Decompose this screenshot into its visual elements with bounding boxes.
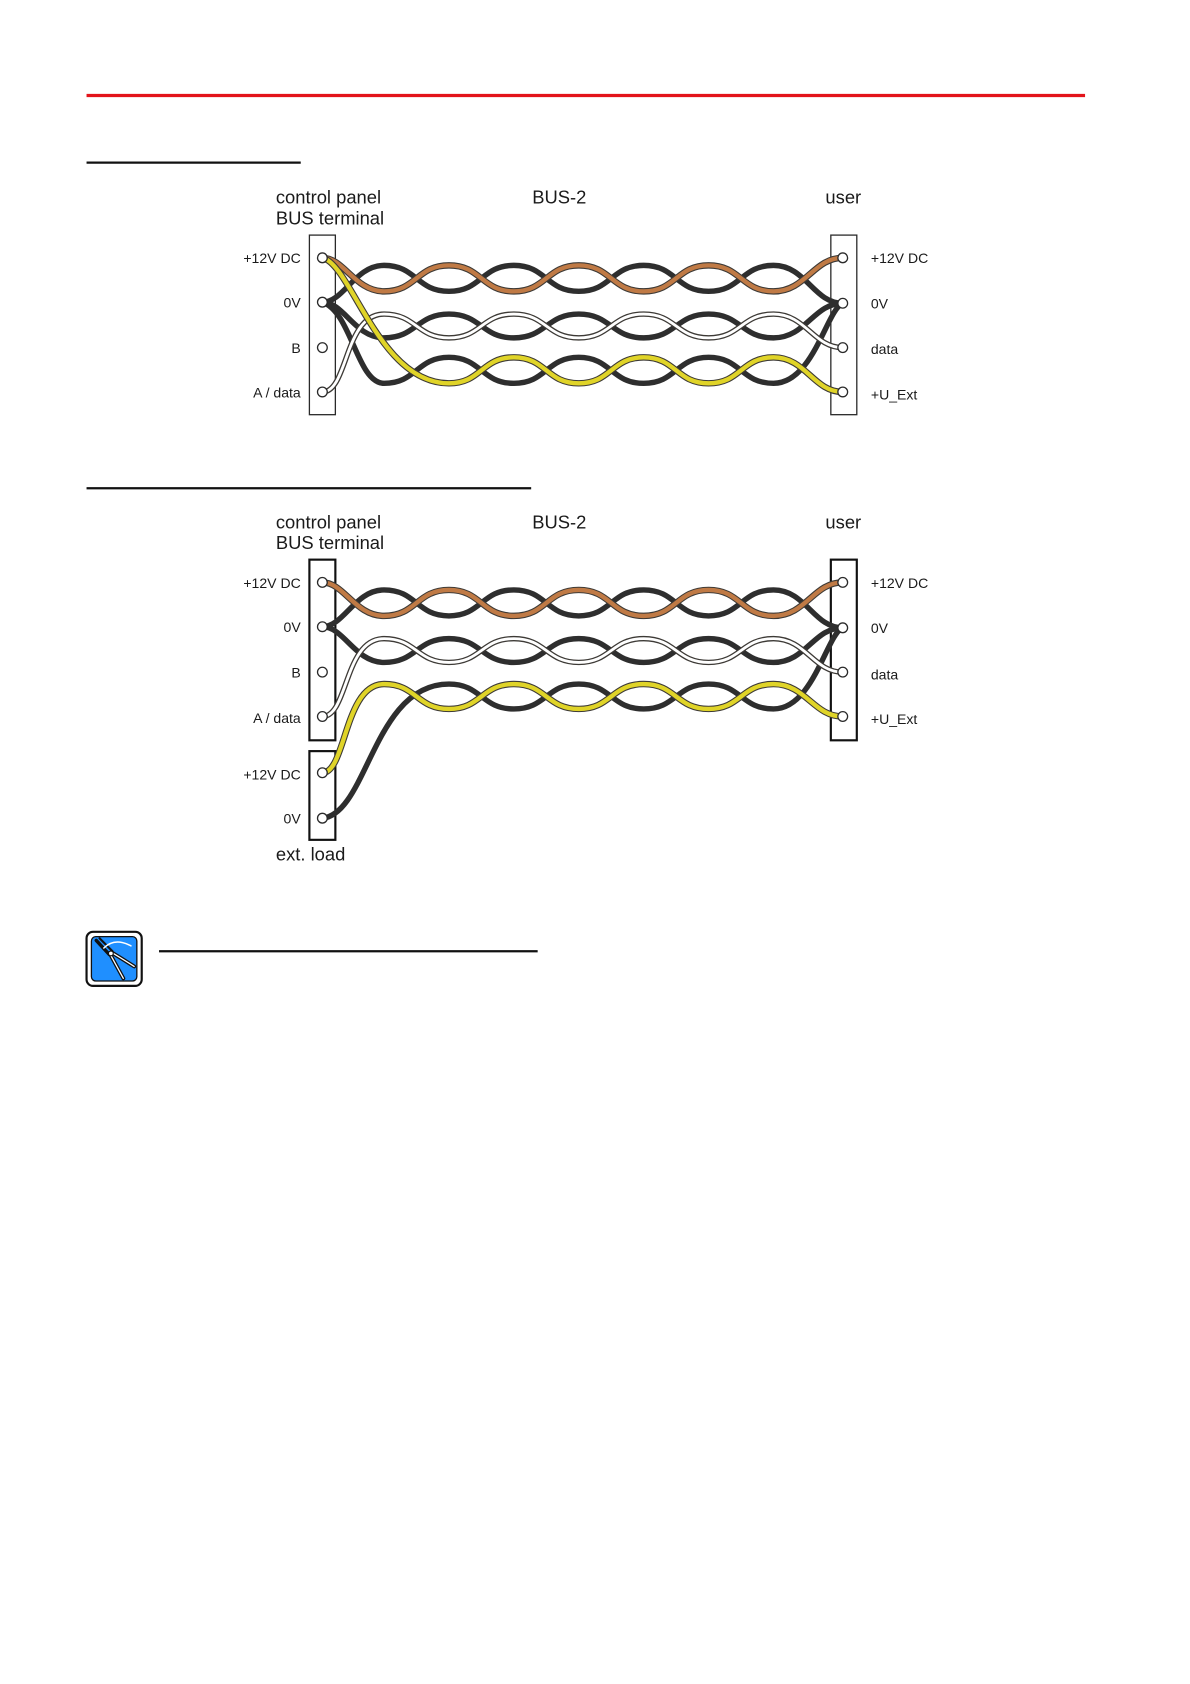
control-panel-title: control panel: [275, 511, 382, 533]
cable-label: BUS-2: [532, 186, 587, 208]
terminal-label: B: [291, 664, 301, 681]
terminal-0v: [318, 813, 328, 823]
terminal-label: B: [291, 340, 301, 357]
terminal-12v-dc: [318, 577, 328, 587]
terminal-label: data: [870, 341, 899, 358]
terminal-0v: [318, 297, 328, 307]
terminal-label: A / data: [253, 710, 301, 726]
terminal-12v-dc: [838, 577, 848, 587]
terminal-label: A / data: [253, 384, 301, 401]
pliers-pivot: [109, 951, 114, 956]
terminal-label: 0V: [283, 810, 301, 827]
terminal-12v-dc: [318, 768, 328, 778]
control-panel-title: control panel: [275, 186, 382, 208]
terminal-label: +12V DC: [243, 574, 301, 591]
terminal-label: 0V: [283, 619, 301, 636]
terminal-label: data: [870, 666, 899, 683]
user-title: user: [825, 511, 862, 533]
terminal-data: [838, 667, 848, 677]
terminal-label: +U_Ext: [870, 711, 918, 728]
terminal-a-data: [318, 387, 328, 397]
cable-label: BUS-2: [532, 511, 587, 533]
terminal-a-data: [318, 712, 328, 722]
terminal-0v: [838, 623, 848, 633]
terminal-12v-dc: [838, 253, 848, 263]
terminal-label: 0V: [870, 295, 889, 312]
terminal-12v-dc: [318, 253, 328, 263]
bus-terminal-title: BUS terminal: [275, 207, 385, 229]
terminal-label: +12V DC: [243, 766, 301, 783]
bus-terminal-title: BUS terminal: [275, 531, 385, 553]
terminal-label: 0V: [283, 294, 301, 311]
terminal-label: +12V DC: [870, 574, 929, 591]
terminal-label: +12V DC: [243, 250, 301, 267]
ext-load-title: ext. load: [275, 843, 346, 865]
terminal-data: [838, 343, 848, 353]
terminal-label: 0V: [870, 620, 889, 637]
terminal-label: +12V DC: [870, 250, 929, 267]
pliers-icon: [87, 932, 142, 986]
terminal-label: +U_Ext: [870, 386, 918, 403]
terminal-u-ext: [838, 387, 848, 397]
terminal-b: [318, 343, 328, 353]
terminal-u-ext: [838, 712, 848, 722]
user-title: user: [825, 186, 862, 208]
terminal-0v: [838, 298, 848, 308]
terminal-b: [318, 667, 328, 677]
terminal-0v: [318, 622, 328, 632]
